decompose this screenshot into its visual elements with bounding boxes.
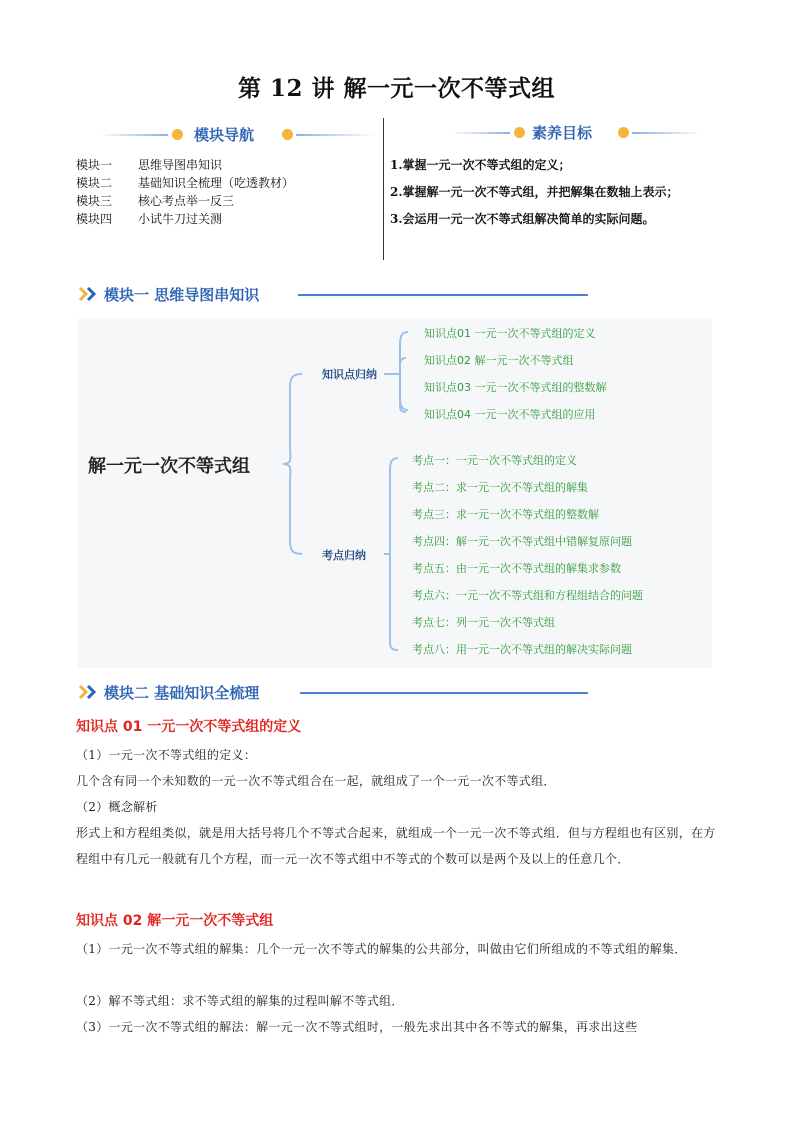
mind-map-leaf: 知识点02 解一元一次不等式组 — [424, 354, 574, 367]
page-title: 第 12 讲 解一元一次不等式组 — [237, 75, 556, 102]
goal-list — [390, 152, 720, 233]
goals-heading: 素养目标 — [532, 124, 593, 142]
nav-item — [76, 210, 376, 228]
mind-map-leaf: 考点五：由一元一次不等式组的解集求参数 — [412, 562, 621, 575]
mind-map-leaf: 考点八：用一元一次不等式组的解决实际问题 — [412, 643, 632, 656]
mind-map-leaf: 知识点03 一元一次不等式组的整数解 — [424, 381, 607, 394]
paragraph: 形式上和方程组类似，就是用大括号将几个不等式合起来，就组成一个一元一次不等式组．但与方程组也有区别，在方程组中有几元一般就有几个方程，而一元一次不等式组中不等式的个数可以是两个及以上的任意几个． — [76, 826, 716, 866]
nav-item — [76, 192, 376, 210]
mind-map-leaf: 考点四：解一元一次不等式组中错解复原问题 — [412, 535, 632, 548]
divider — [298, 294, 588, 296]
mind-map-connectors — [78, 318, 712, 668]
divider — [300, 692, 588, 694]
nav-header — [98, 122, 388, 148]
mind-map-branch: 知识点归纳 — [322, 368, 377, 381]
nav-item — [76, 156, 376, 174]
module1-title: 模块一 思维导图串知识 — [104, 286, 260, 304]
nav-item-label: 小试牛刀过关测 — [138, 212, 223, 226]
mind-map-branch: 考点归纳 — [322, 549, 366, 562]
mind-map-leaf: 考点七：列一元一次不等式组 — [412, 616, 555, 629]
mind-map — [78, 318, 712, 668]
nav-item — [76, 174, 376, 192]
mind-map-leaf: 知识点04 一元一次不等式组的应用 — [424, 408, 596, 421]
divider — [450, 132, 510, 134]
nav-item-label: 思维导图串知识 — [138, 158, 223, 172]
paragraph: （1）一元一次不等式组的解集：几个一元一次不等式的解集的公共部分，叫做由它们所组成的不等式组的解集． — [76, 942, 687, 956]
paragraph: （2）概念解析 — [76, 800, 158, 814]
module2-title: 模块二 基础知识全梳理 — [104, 684, 260, 702]
module1-heading — [78, 283, 588, 305]
dot-icon — [514, 127, 525, 138]
goal-item: 3.会运用一元一次不等式组解决简单的实际问题。 — [390, 212, 655, 226]
vertical-divider — [383, 118, 384, 260]
mind-map-leaf: 考点一：一元一次不等式组的定义 — [412, 454, 577, 467]
mind-map-root: 解一元一次不等式组 — [88, 456, 250, 477]
divider — [632, 132, 702, 134]
nav-item-key: 模块三 — [76, 194, 113, 208]
dot-icon — [172, 129, 183, 140]
paragraph: 几个含有同一个未知数的一元一次不等式组合在一起，就组成了一个一元一次不等式组． — [76, 774, 556, 788]
knowledge-point-title: 知识点 02 解一元一次不等式组 — [76, 913, 274, 929]
double-chevron-icon — [78, 286, 100, 302]
nav-item-key: 模块二 — [76, 176, 113, 190]
mind-map-leaf: 考点三：求一元一次不等式组的整数解 — [412, 508, 599, 521]
mind-map-leaf: 考点六：一元一次不等式组和方程组结合的问题 — [412, 589, 643, 602]
nav-item-key: 模块一 — [76, 158, 113, 172]
dot-icon — [618, 127, 629, 138]
mind-map-leaf: 知识点01 一元一次不等式组的定义 — [424, 327, 596, 340]
nav-item-label: 核心考点举一反三 — [138, 194, 235, 208]
nav-heading: 模块导航 — [194, 126, 255, 144]
divider — [98, 134, 168, 136]
nav-item-key: 模块四 — [76, 212, 113, 226]
dot-icon — [282, 129, 293, 140]
nav-list — [76, 156, 376, 228]
paragraph: （1）一元一次不等式组的定义： — [76, 748, 257, 762]
knowledge-point-title: 知识点 01 一元一次不等式组的定义 — [76, 719, 302, 735]
module2-heading — [78, 681, 588, 703]
paragraph: （3）一元一次不等式组的解法：解一元一次不等式组时，一般先求出其中各不等式的解集，再求出这些 — [76, 1020, 638, 1034]
paragraph: （2）解不等式组：求不等式组的解集的过程叫解不等式组． — [76, 994, 404, 1008]
goal-item: 2.掌握解一元一次不等式组，并把解集在数轴上表示； — [390, 185, 679, 199]
divider — [296, 134, 376, 136]
literacy-goals — [390, 120, 720, 233]
mind-map-leaf: 考点二：求一元一次不等式组的解集 — [412, 481, 588, 494]
module-navigation — [76, 122, 376, 228]
goal-item: 1.掌握一元一次不等式组的定义； — [390, 158, 571, 172]
goals-header — [450, 120, 740, 146]
nav-item-label: 基础知识全梳理（吃透教材） — [138, 176, 295, 190]
double-chevron-icon — [78, 684, 100, 700]
